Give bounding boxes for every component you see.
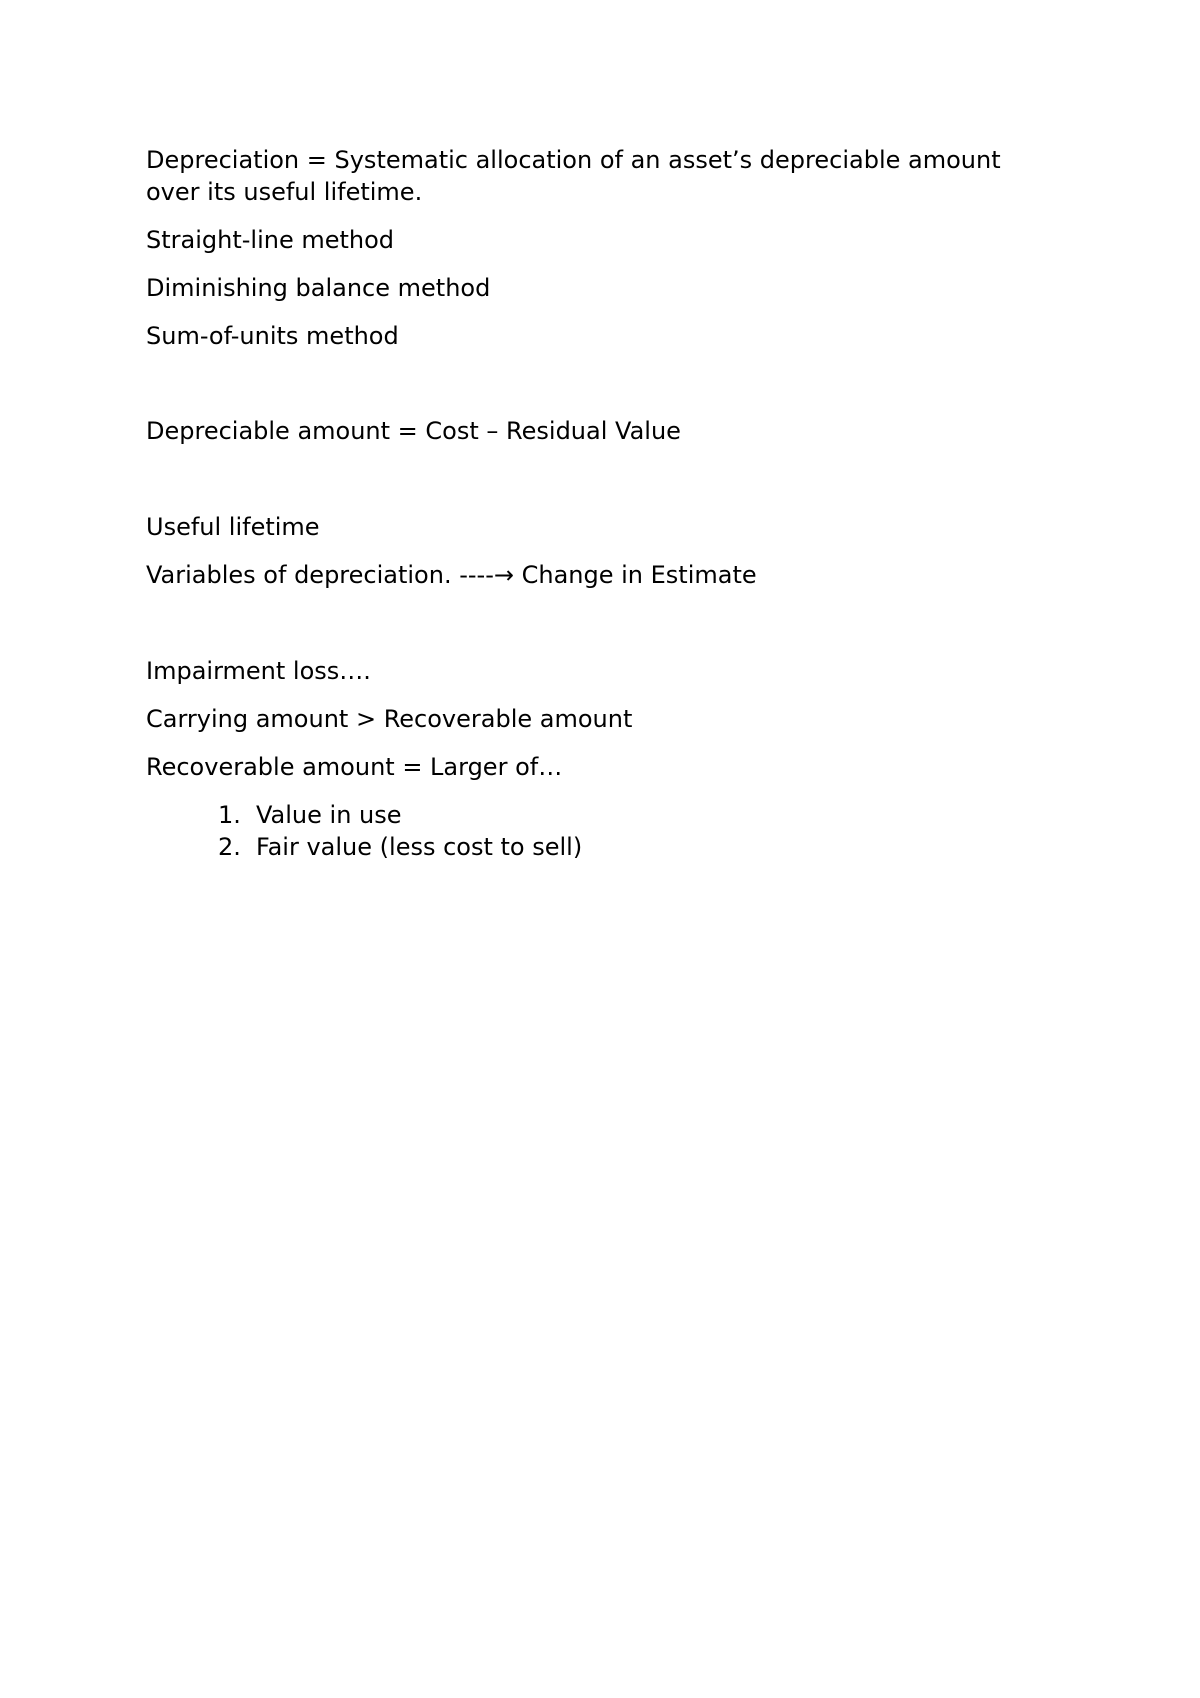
- list-item-text: Fair value (less cost to sell): [256, 833, 583, 861]
- useful-lifetime-heading: Useful lifetime: [146, 513, 320, 541]
- list-item-number: 2.: [218, 833, 241, 861]
- variables-of-depreciation: [146, 559, 757, 591]
- carrying-amount-condition: Carrying amount > Recoverable amount: [146, 705, 633, 733]
- impairment-loss-heading: Impairment loss….: [146, 657, 371, 685]
- method-diminishing-balance: Diminishing balance method: [146, 274, 491, 302]
- list-item-text: Value in use: [256, 801, 402, 829]
- variables-suffix: Change in Estimate: [513, 561, 757, 589]
- method-sum-of-units: Sum-of-units method: [146, 322, 399, 350]
- list-item: [218, 831, 582, 863]
- arrow-right-icon: →: [493, 561, 514, 589]
- list-item-number: 1.: [218, 801, 241, 829]
- definition-line-2: over its useful lifetime.: [146, 178, 423, 206]
- depreciable-amount-formula: Depreciable amount = Cost – Residual Value: [146, 417, 681, 445]
- variables-prefix: Variables of depreciation. ----: [146, 561, 494, 589]
- method-straight-line: Straight-line method: [146, 226, 395, 254]
- list-item: [218, 799, 402, 831]
- definition-line-1: Depreciation = Systematic allocation of an asset’s depreciable amount: [146, 146, 1001, 174]
- recoverable-amount-definition: Recoverable amount = Larger of…: [146, 753, 563, 781]
